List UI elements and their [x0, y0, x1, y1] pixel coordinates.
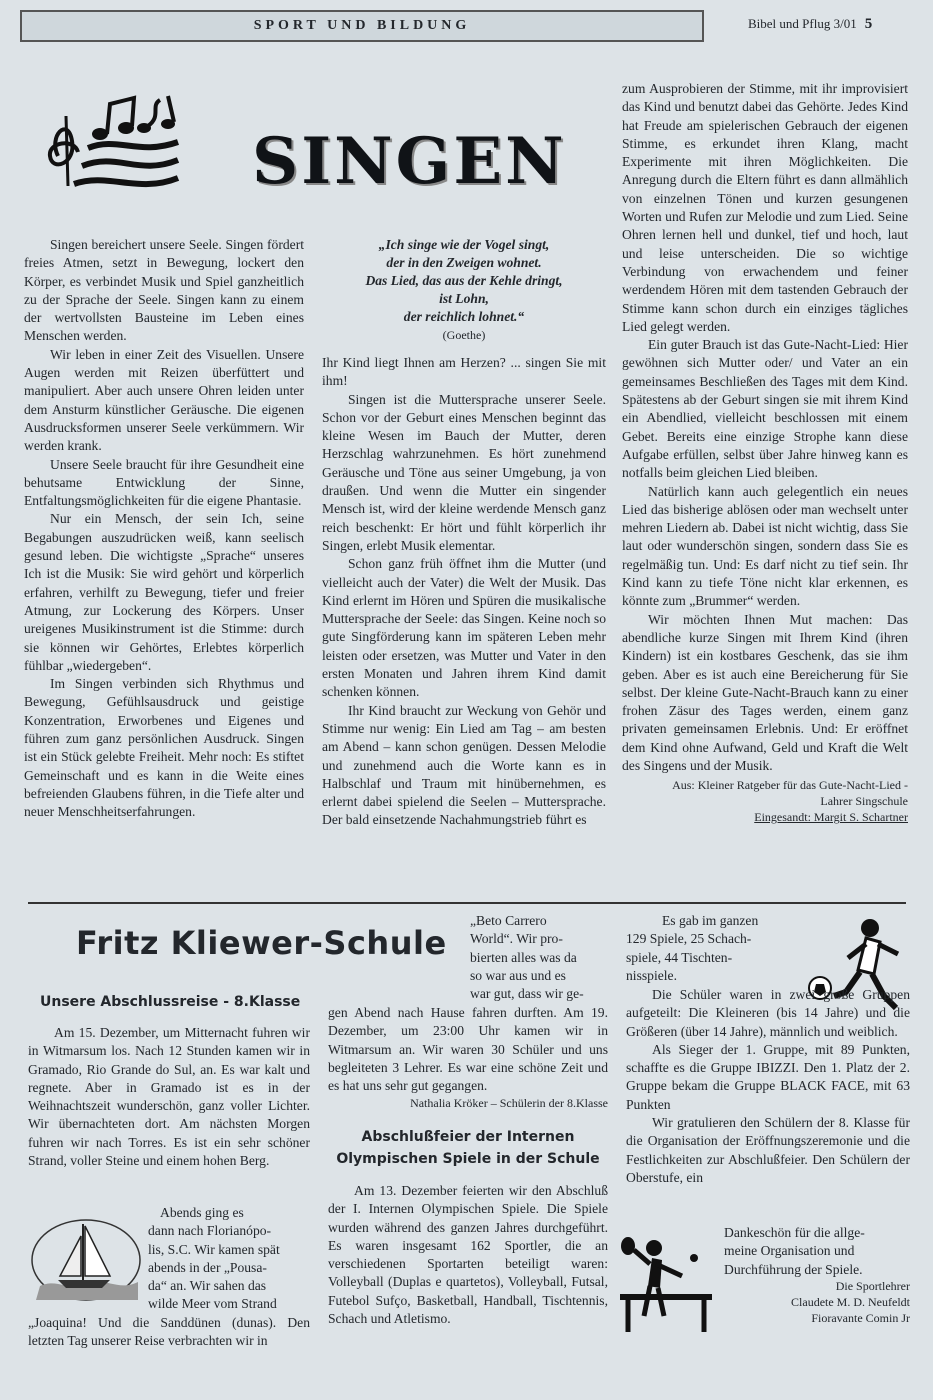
source-line: Eingesandt: Margit S. Schartner: [754, 810, 908, 825]
text-line: war gut, dass wir ge-: [470, 986, 584, 1002]
trip-column-1: [28, 1024, 310, 1170]
publication-name: Bibel und Pflug 3/01: [748, 16, 857, 31]
paragraph: Nur ein Mensch, der sein Ich, seine Begabungen auszudrücken weiß, kann seelisch gesund leben. Die wichtigste „Sprache“ unseres Ich ist die Musik: Sie wird gehört und körperlich erfahren, verhilft zu Bewegung, tiefer und freier Atmung, zur Lockerung des Körpers. Unser ureigenes Musikinstrument ist die Stimme: durch sie können wir Gehörtes, Erlebtes körperlich fühlbar „wiedergeben“.: [24, 511, 304, 673]
signature-block: [724, 1278, 910, 1326]
quote-line: ist Lohn,: [439, 291, 489, 306]
school-title: Fritz Kliewer-Schule: [76, 924, 447, 962]
paragraph: Am 13. Dezember feierten wir den Abschluß der I. Internen Olympischen Spiele. Die Spiele wurden während des ganzen Jahres durchgeführt. Es waren insgesamt 162 Sportler, die an verschiedenen Sportarten beteiligt waren: Volleyball (Duplas e quartetos), Volleyball, Futsal, Futebol Sufço, Basketball, Handball, Tischtennis, Schach und Atletismo.: [328, 1183, 608, 1327]
music-notes-icon: [38, 86, 188, 202]
text-line: Es gab im ganzen: [662, 913, 759, 928]
singen-column-1: [24, 236, 304, 822]
trip-subtitle: Unsere Abschlussreise - 8.Klasse: [40, 994, 301, 1010]
paragraph: Wir möchten Ihnen Mut machen: Das abendliche kurze Singen mit Ihrem Kind (ihren Kindern) ist ein kostbares Geschenk, das sie ihm geben. Aber es ist auch eine Bereicherung für Sie selbst. Der kleine Gute-Nacht-Brauch kann zu einer frohen Zäsur des Tages werden, einem ganz privaten gemeinsamen Erlebnis. Und: Er eröffnet dem Kind ohne Aufwand, Geld und Kraft die Welt des Singens und der Musik.: [622, 611, 908, 773]
signature-line: Claudete M. D. Neufeldt: [791, 1295, 910, 1309]
olympics-column-3: [626, 986, 910, 1187]
olympics-title: [330, 1126, 606, 1170]
text-line: World“. Wir pro-: [470, 931, 563, 947]
article-source: [622, 777, 908, 825]
text-line: dann nach Florianópo-: [148, 1223, 272, 1239]
paragraph: Wir gratulieren den Schülern der 8. Klasse für die Organisation der Eröffnungszeremonie und die Festlichkeiten zur Abschlußfeier. Den Schülern der Oberstufe, ein: [626, 1115, 910, 1185]
text-line: 129 Spiele, 25 Schach-: [626, 931, 752, 947]
section-header: [20, 10, 704, 42]
text-line: da“ an. Wir sahen das: [148, 1278, 267, 1294]
text-line: „Beto Carrero: [470, 913, 547, 928]
quote-line: „Ich singe wie der Vogel singt,: [378, 237, 550, 252]
thanks-lines: [724, 1224, 910, 1279]
quote-line: der in den Zweigen wohnet.: [386, 255, 542, 270]
olympics-column: [328, 1182, 608, 1328]
paragraph: Schon ganz früh öffnet ihm die Mutter (und vielleicht auch der Vater) die Welt der Musik. Das Kind erlernt im Hören und Spüren die musikalische Muttersprache der Seele: das Singen. Keine noch so gute Singförderung kann im späteren Leben mehr leisten oder ersetzen, was Mutter und Vater in den ersten Monaten und Jahren ihrem Kind damit schenken können.: [322, 556, 606, 700]
paragraph: gen Abend nach Hause fahren durften. Am 19. Dezember, um 23:00 Uhr kamen wir in Witmarsum an. Wir waren 30 Schüler und uns begleiteten 3 Lehrer. Es war eine schöne Zeit und es hat uns sehr gut gegangen.: [328, 1005, 608, 1094]
signature-line: Die Sportlehrer: [835, 1279, 910, 1293]
paragraph: Ein guter Brauch ist das Gute-Nacht-Lied: Hier gewöhnen sich Mutter oder/ und Vater an ein gemeinsames Beschließen des Tages mit dem Kind. Spätestens ab der Geburt singen sie mit ihrem Kind ein Abendlied, vielleicht beschlossen mit einem Gebet. Bereits eine einzige Strophe kann diese Aufgabe erfüllen, selbst über Jahre hinweg kann es notfalls beim gleichen Lied bleiben.: [622, 337, 908, 481]
text-line: spiele, 44 Tischten-: [626, 949, 733, 965]
text-line: bierten alles was da: [470, 949, 577, 965]
section-divider: [28, 902, 906, 904]
paragraph: Singen ist die Muttersprache unserer Seele. Schon vor der Geburt eines Menschen beginnt das kleine Wesen im Bauch der Mutter, deren Herzschlag wahrzunehmen. Es hört zunehmend Geräusche und Töne aus seiner Umgebung, ja von draußen. Und wenn die Mutter ein singender Mensch ist, wird der kleine werdende Mensch ganz reich beschenkt: Er hört und fühlt körperlich ihr Singen, erlebt Musik elementar.: [322, 391, 606, 553]
table-tennis-icon: [612, 1236, 716, 1334]
article-title: SINGEN: [252, 124, 567, 199]
trip-column-2: [328, 1004, 608, 1111]
text-line: so war aus und es: [470, 967, 566, 983]
text-line: Abends ging es: [160, 1205, 244, 1220]
sailboat-icon: [28, 1196, 144, 1306]
source-line: Aus: Kleiner Ratgeber für das Gute-Nacht-Lied -: [672, 778, 908, 793]
paragraph: Die Schüler waren in zwei große Gruppen aufgeteilt: Die Kleineren (bis 14 Jahre) und die Größeren (über 14 Jahre), männlich und weiblich.: [626, 987, 910, 1039]
quote-line: Das Lied, das aus der Kehle dringt,: [365, 273, 563, 288]
text-line: Dankeschön für die allge-: [724, 1225, 865, 1240]
paragraph: Ihr Kind braucht zur Weckung von Gehör und Stimme nur wenig: Ein Lied am Tag – am besten am Abend – kann schon genügen. Dessen Melodie und zunehmend auch die Worte kann es in Halbschlaf und Traum mit hinübernehmen, es erlernt dabei spielend die Seelen – Muttersprache. Der bald einsetzende Nachahmungstrieb führt es: [322, 702, 606, 828]
paragraph: Im Singen verbinden sich Rhythmus und Bewegung, Gefühlsausdruck und geistige Konzentration, Erworbenes und Eigenes und führen zum ganz persönlichen Ausdruck. Singen ist ein Stück gelebte Freiheit. Mehr noch: Es stiftet Gemeinschaft und es kann in die Weite eines befreienden Glaubens führen, in die Tiefe alter und neuer Menschheitserfahrungen.: [24, 676, 304, 820]
goethe-quote: [322, 236, 606, 344]
text-line: nisspiele.: [626, 967, 677, 983]
author-credit: Nathalia Kröker – Schülerin der 8.Klasse: [410, 1096, 608, 1111]
quote-line: der reichlich lohnet.“: [403, 309, 525, 324]
quote-author: (Goethe): [442, 328, 486, 342]
paragraph: zum Ausprobieren der Stimme, mit ihr improvisiert das Kind und benutzt dabei das Gehörte. Jedes Kind hat Freude am spielerischen Gebrauch der eigenen Stimme, es erkundet ihren Klang, macht Experimente mit ihren Möglichkeiten. Die Anregung durch die Eltern führt es dann allmählich von einzelnen Tönen und kurzen gesungenen Worten und Rufen zur Melodie und zum Lied. Seine Ohren lernen hell und dunkel, tief und hoch, laut und leise unterscheiden. Die so wichtige Verbindung von erwachendem und feiner werdendem Hören mit dem tastenden Gebrauch der Stimme kann schon durch ein einziges tägliches Lied gelegt werden.: [622, 81, 908, 334]
trip-wrapped-lines: [148, 1204, 310, 1314]
paragraph: Wir leben in einer Zeit des Visuellen. Unsere Augen werden mit Reizen überfüttert und manipuliert. Aber auch unsere Ohren leiden unter dem Ansturm künstlicher Geräusche. Die eigenen Ausdrucksformen unserer Seele verkümmern. Wir werden krank.: [24, 346, 304, 454]
olympics-column-3-top: [626, 912, 796, 985]
paragraph: Am 15. Dezember, um Mitternacht fuhren wir in Witmarsum los. Nach 12 Stunden kamen wir in Gramado, Rio Grande do Sul, an. Es war kalt und regnete. Aber in Gramado ist es in der Weihnachtszeit wunderschön, ganz voller Lichter. Wir übernachteten dort. Am nächsten Morgen fuhren wir nach Torres. Es ist ein sehr schöner Strand, voller Steine und einem hohen Berg.: [28, 1025, 310, 1169]
singen-column-2: [322, 354, 606, 830]
text-line: lis, S.C. Wir kamen spät: [148, 1241, 280, 1257]
title-line: Abschlußfeier der Internen: [361, 1129, 575, 1145]
publication-info: [748, 16, 872, 33]
paragraph: „Joaquina! Und die Sanddünen (dunas). Den letzten Tag unserer Reise verbrachten wir in: [28, 1315, 310, 1349]
title-line: Olympischen Spiele in der Schule: [336, 1151, 600, 1167]
singen-column-3: [622, 80, 908, 825]
source-line: Lahrer Singschule: [820, 794, 908, 809]
paragraph: Unsere Seele braucht für ihre Gesundheit eine behutsame Entwicklung der Sinne, Entfaltungsmöglichkeiten für die eigene Phantasie.: [24, 456, 304, 509]
text-line: wilde Meer vom Strand: [148, 1296, 277, 1312]
paragraph: Singen bereichert unsere Seele. Singen fördert freies Atmen, setzt in Bewegung, lockert den Körper, es verbindet Musik und Spiel ganzheitlich zu der Sprache der Seele. Singen kann zu einem der wertvollsten Bausteine im Leben eines Menschen werden.: [24, 237, 304, 344]
paragraph: Als Sieger der 1. Gruppe, mit 89 Punkten, schaffte es die Gruppe IBIZZI. Den 1. Platz der 2. Gruppe bekam die Gruppe BLACK FACE, mit 63 Punkten: [626, 1041, 910, 1112]
paragraph: Natürlich kann auch gelegentlich ein neues Lied das bisherige ablösen oder man wechselt unter mehren Liedern ab. Dabei ist nicht wichtig, dass Sie laut oder wunderschön singen, sondern dass Sie es regelmäßig tun. Und: Es darf nicht zu tief sein. Ihr Kind kann zu tiefe Töne nicht klar erkennen, es könnte zum „Brummer“ werden.: [622, 483, 908, 609]
text-line: abends in der „Pousa-: [148, 1259, 267, 1275]
text-line: Durchführung der Spiele.: [724, 1261, 863, 1277]
page-number: 5: [864, 16, 873, 32]
paragraph: Ihr Kind liegt Ihnen am Herzen? ... singen Sie mit ihm!: [322, 355, 606, 389]
trip-column-2-top: [470, 912, 608, 1003]
signature-line: Fioravante Comin Jr: [811, 1311, 910, 1325]
section-title: SPORT UND BILDUNG: [253, 18, 471, 33]
trip-column-1-end: [28, 1314, 310, 1351]
text-line: meine Organisation und: [724, 1243, 855, 1259]
